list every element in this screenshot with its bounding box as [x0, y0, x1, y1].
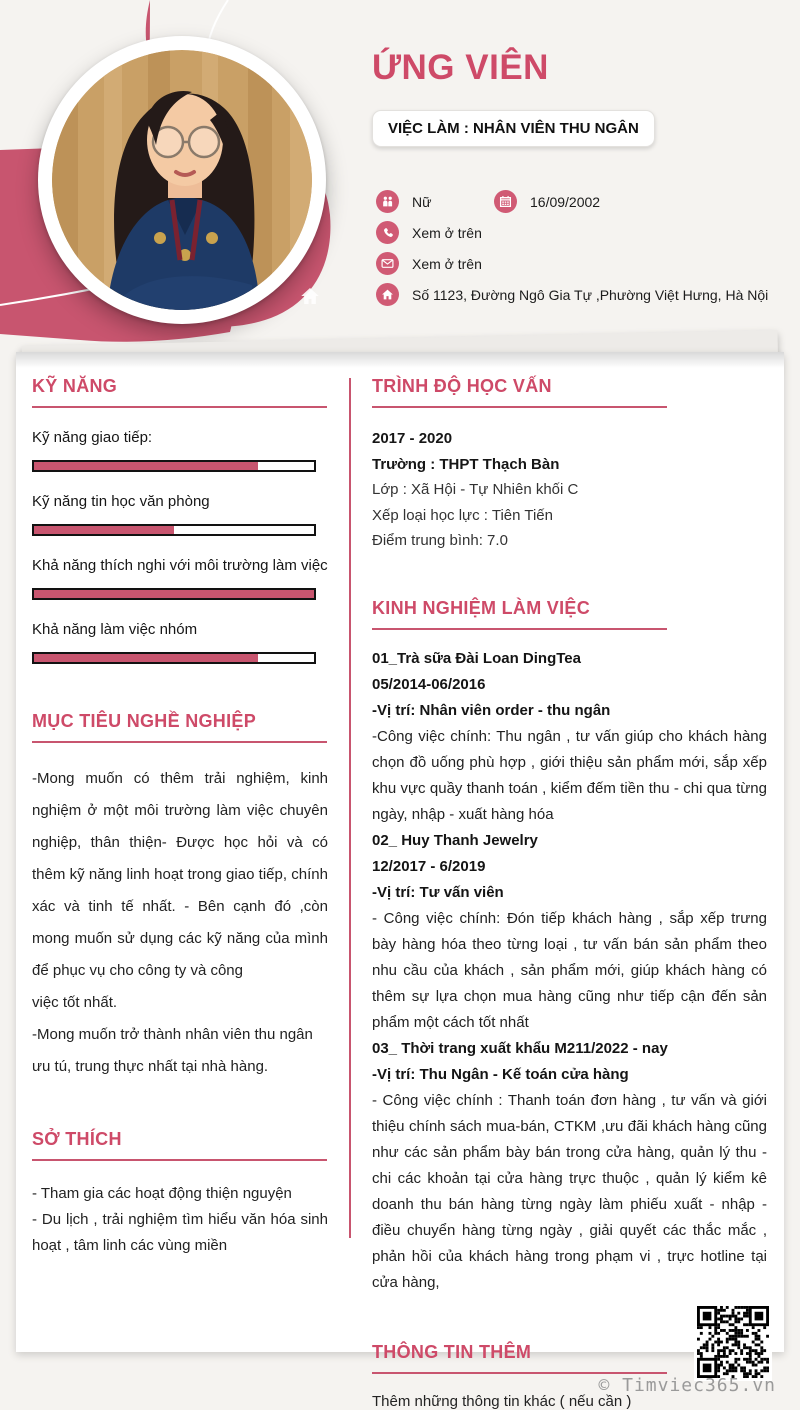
card-top-shadow [16, 352, 784, 368]
footer-copyright: © Timviec365.vn [598, 1375, 776, 1396]
objective-paragraph: -Mong muốn có thêm trải nghiệm, kinh nghiệm ở một môi trường làm việc chuyên nghiệp, thân thiện- Được học hỏi và có thêm kỹ năng linh hoạt trong giao tiếp, chính xác và tinh tế nhất. - Bên cạnh đó ,còn mong muốn sử dụng các kỹ năng của mình để phục vụ cho công ty và công [32, 770, 328, 979]
profile-photo-frame [38, 36, 326, 324]
gender-value: Nữ [412, 193, 432, 210]
section-underline [32, 741, 327, 743]
education-gpa: Điểm trung bình: 7.0 [372, 532, 508, 549]
hobbies-heading: SỞ THÍCH [32, 1129, 122, 1149]
job-item [372, 1036, 767, 1296]
left-column [32, 376, 328, 1259]
phone-value: Xem ở trên [412, 224, 482, 241]
skill-bar-fill [34, 590, 314, 598]
calendar-icon [494, 190, 517, 213]
skill-bar-fill [34, 526, 174, 534]
job-description: -Công việc chính: Thu ngân , tư vấn giúp cho khách hàng chọn đồ uống phù hợp , giới thiệu sản phẩm mới, sắp xếp khu vực quầy thanh toán , kiểm đếm tiền thu - chi qua từng ngày, nhập - xuất hàng hóa [372, 727, 767, 823]
skill-bar [32, 524, 316, 536]
address-value: Số 1123, Đường Ngô Gia Tự ,Phường Việt Hưng, Hà Nội [412, 286, 769, 303]
education-rank: Xếp loại học lực : Tiên Tiến [372, 506, 553, 524]
objective-paragraph: -Mong muốn trở thành nhân viên thu ngân ưu tú, trung thực nhất tại nhà hàng. [32, 1026, 313, 1075]
skill-label: Kỹ năng tin học văn phòng [32, 493, 210, 510]
contact-row-phone [376, 221, 786, 244]
skill-label: Khả năng làm việc nhóm [32, 621, 198, 638]
section-skills [32, 376, 328, 664]
contact-row-email [376, 252, 786, 275]
education-class: Lớp : Xã Hội - Tự Nhiên khối C [372, 481, 579, 498]
skill-bar-fill [34, 462, 258, 470]
section-hobbies [32, 1129, 328, 1259]
skills-list [32, 429, 328, 664]
additional-heading: THÔNG TIN THÊM [372, 1341, 532, 1362]
section-underline [372, 406, 667, 408]
job-company: 03_ Thời trang xuất khẩu M211/2022 - nay [372, 1039, 668, 1057]
additional-note: Thêm những thông tin khác ( nếu cần ) [372, 1392, 632, 1410]
section-underline [32, 406, 327, 408]
job-badge: VIỆC LÀM : NHÂN VIÊN THU NGÂN [372, 110, 655, 147]
email-icon [376, 252, 399, 275]
skill-item [32, 429, 328, 472]
contact-info [376, 190, 786, 314]
education-heading: TRÌNH ĐỘ HỌC VẤN [372, 376, 552, 396]
section-underline [372, 1372, 667, 1374]
job-period: 05/2014-06/2016 [372, 675, 486, 693]
phone-icon [376, 221, 399, 244]
skill-bar [32, 460, 316, 472]
section-objective [32, 711, 328, 1083]
qr-code [694, 1303, 772, 1381]
skill-bar [32, 588, 316, 600]
job-position: -Vị trí: Tư vấn viên [372, 883, 504, 901]
skill-item [32, 621, 328, 664]
job-company: 01_Trà sữa Đài Loan DingTea [372, 649, 581, 667]
job-position: -Vị trí: Thu Ngân - Kế toán cửa hàng [372, 1065, 629, 1083]
skill-item [32, 557, 328, 600]
section-education [372, 376, 767, 554]
section-underline [32, 1159, 327, 1161]
cv-header [0, 0, 800, 352]
job-period: 12/2017 - 6/2019 [372, 857, 486, 875]
birthday-value: 16/09/2002 [530, 193, 601, 210]
house-watermark-icon [301, 288, 319, 309]
objective-heading: MỤC TIÊU NGHỀ NGHIỆP [32, 711, 257, 731]
experience-heading: KINH NGHIỆM LÀM VIỆC [372, 597, 591, 618]
objective-text [32, 763, 328, 1083]
gender-icon [376, 190, 399, 213]
job-position: -Vị trí: Nhân viên order - thu ngân [372, 701, 611, 719]
contact-row-gender-dob [376, 190, 786, 213]
hobby-item: - Tham gia các hoạt động thiện nguyện [32, 1185, 292, 1202]
education-school: Trường : THPT Thạch Bàn [372, 455, 560, 473]
skill-item [32, 493, 328, 536]
profile-photo [52, 50, 312, 310]
skill-bar-fill [34, 654, 258, 662]
right-column [372, 376, 767, 1410]
column-divider [349, 378, 351, 1238]
section-underline [372, 628, 667, 630]
page-title: ỨNG VIÊN [372, 48, 549, 87]
home-icon [376, 283, 399, 306]
objective-paragraph: việc tốt nhất. [32, 994, 118, 1011]
job-description: - Công việc chính : Thanh toán đơn hàng , tư vấn và giới thiệu chính sách mua-bán, CTKM ,ưu đãi khách hàng cũng như các sản phẩm bày bán trong cửa hàng, quản lý thu - chi các khoản tại cửa hàng trực thuộc , quản lý kiểm kê doanh thu bán hàng từng ngày làm phiếu xuất - nhập - điều chuyển hàng từng ngày , giải quyết các thắc mắc , phản hồi của khách hàng trong phạm vi , trực hotline tại cửa hàng, [372, 1091, 767, 1291]
education-period: 2017 - 2020 [372, 430, 453, 447]
job-item [372, 828, 767, 1036]
jobs-list [372, 646, 767, 1296]
skill-bar [32, 652, 316, 664]
job-item [372, 646, 767, 828]
education-details [372, 426, 767, 554]
hobby-item: - Du lịch , trải nghiệm tìm hiểu văn hóa sinh hoạt , tâm linh các vùng miền [32, 1211, 328, 1254]
skill-label: Khả năng thích nghi với môi trường làm việc [32, 557, 328, 574]
hobbies-list [32, 1181, 328, 1259]
skill-label: Kỹ năng giao tiếp: [32, 429, 153, 446]
email-value: Xem ở trên [412, 255, 482, 272]
job-description: - Công việc chính: Đón tiếp khách hàng , sắp xếp trưng bày hàng hóa theo từng loại , tư vấn bán sản phẩm theo nhu cầu của khách , sản phẩm mới, giúp khách hàng có thêm sự lựa chọn mua hàng cũng như tiếp cận đến sản phẩm một cách tốt nhất [372, 909, 767, 1031]
contact-row-address [376, 283, 786, 306]
job-company: 02_ Huy Thanh Jewelry [372, 831, 538, 849]
skills-heading: KỸ NĂNG [32, 376, 118, 396]
section-experience [372, 598, 767, 1296]
